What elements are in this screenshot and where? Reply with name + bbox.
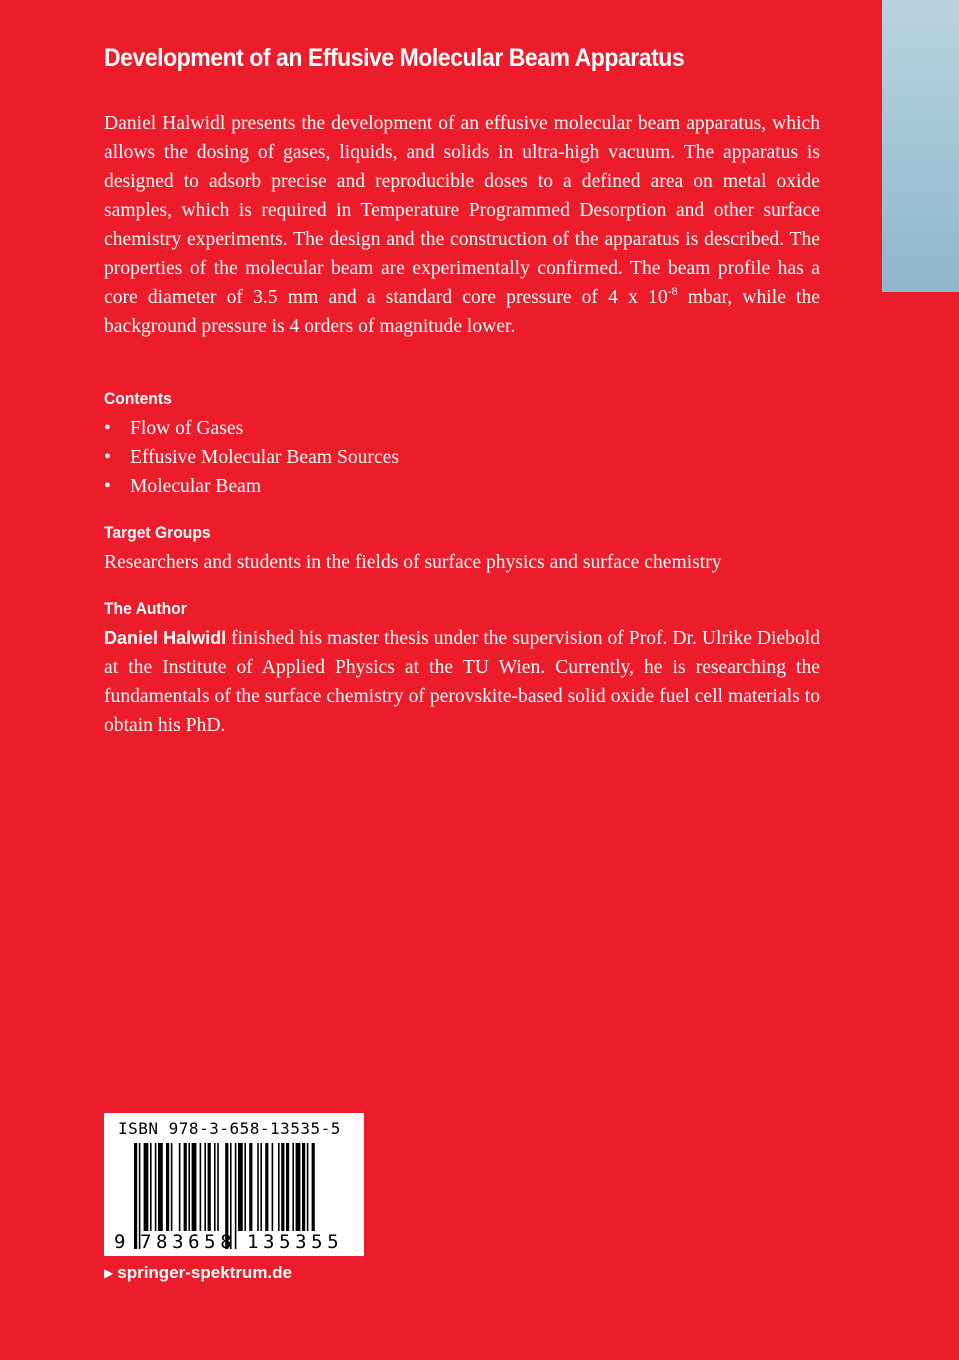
barcode-bar (307, 1143, 309, 1231)
list-item: • Flow of Gases (104, 414, 844, 443)
barcode-right-digits: 135355 (247, 1231, 344, 1253)
target-groups-section (104, 522, 844, 577)
bullet-icon: • (104, 418, 111, 439)
barcode-bar (249, 1143, 252, 1231)
website-text: springer-spektrum.de (117, 1263, 292, 1282)
author-section (104, 598, 820, 740)
abstract-text: Daniel Halwidl presents the development of an effusive molecular beam apparatus, which allows the dosing of gases, liquids, and solids in ultra-high vacuum. The apparatus is designed to adsorb precise and reproducible doses to a defined area on metal oxide samples, which is required in Temperature Programmed Desorption and other surface chemistry experiments. The design and the construction of the apparatus is described. The properties of the molecular beam are experimentally confirmed. The beam profile has a core diameter of 3.5 mm and a standard core pressure of 4 x 10 (104, 113, 820, 308)
barcode-bar (179, 1143, 181, 1231)
barcode-bar (281, 1143, 284, 1231)
barcode-bar (217, 1143, 219, 1231)
barcode-bar (192, 1143, 197, 1231)
barcode-bar (188, 1143, 190, 1231)
barcode (104, 1113, 364, 1256)
barcode-bar (144, 1143, 149, 1231)
barcode-left-digits: 783658 (140, 1231, 237, 1253)
author-text (104, 624, 820, 740)
barcode-bar (200, 1143, 202, 1231)
barcode-bar (208, 1143, 211, 1231)
bullet-icon: • (104, 476, 111, 497)
list-item: • Effusive Molecular Beam Sources (104, 443, 844, 472)
barcode-bar (272, 1143, 274, 1231)
barcode-bar (278, 1143, 280, 1231)
barcode-bar (296, 1143, 301, 1231)
barcode-bar (158, 1143, 163, 1231)
barcode-bar (155, 1143, 157, 1231)
barcode-bar (214, 1143, 216, 1231)
barcode-bar (171, 1143, 173, 1231)
barcode-bar (312, 1143, 315, 1231)
barcode-lead-digit: 9 (114, 1231, 126, 1253)
abstract (104, 109, 820, 341)
barcode-bar (302, 1143, 305, 1231)
target-groups-text: Researchers and students in the fields of surface physics and surface chemistry (104, 552, 722, 573)
target-groups-heading: Target Groups (104, 523, 211, 542)
website-link[interactable] (104, 1263, 292, 1283)
contents-section (104, 388, 844, 501)
author-name: Daniel Halwidl (104, 628, 227, 648)
barcode-bar (244, 1143, 246, 1231)
barcode-bar (150, 1143, 152, 1231)
barcode-bar (166, 1143, 169, 1231)
barcode-bar (204, 1143, 206, 1231)
isbn-label: ISBN 978-3-658-13535-5 (118, 1119, 341, 1138)
contents-list (104, 414, 844, 501)
author-heading: The Author (104, 599, 187, 618)
barcode-bar (257, 1143, 259, 1231)
list-item: • Molecular Beam (104, 472, 844, 501)
barcode-bar (238, 1143, 243, 1231)
barcode-bar (292, 1143, 294, 1231)
exponent: -8 (667, 284, 678, 298)
barcode-bar (184, 1143, 187, 1231)
barcode-bar (265, 1143, 268, 1231)
contents-heading: Contents (104, 389, 172, 408)
barcode-bar (260, 1143, 262, 1231)
book-title: Development of an Effusive Molecular Beam Apparatus (104, 44, 685, 72)
side-color-tab (882, 0, 959, 292)
barcode-bar (134, 1143, 137, 1249)
bullet-icon: • (104, 447, 111, 468)
author-bio: finished his master thesis under the supervision of Prof. Dr. Ulrike Diebold at the Institute of Applied Physics at the TU Wien. Currently, he is researching the fundamentals of the surface chemistry of perovskite-based solid oxide fuel cell materials to obtain his PhD. (104, 628, 820, 736)
barcode-bar (286, 1143, 289, 1231)
abstract-text-end: mbar, while the background pressure is 4 orders of magnitude lower. (104, 287, 820, 337)
triangle-right-icon: ▶ (104, 1266, 114, 1280)
